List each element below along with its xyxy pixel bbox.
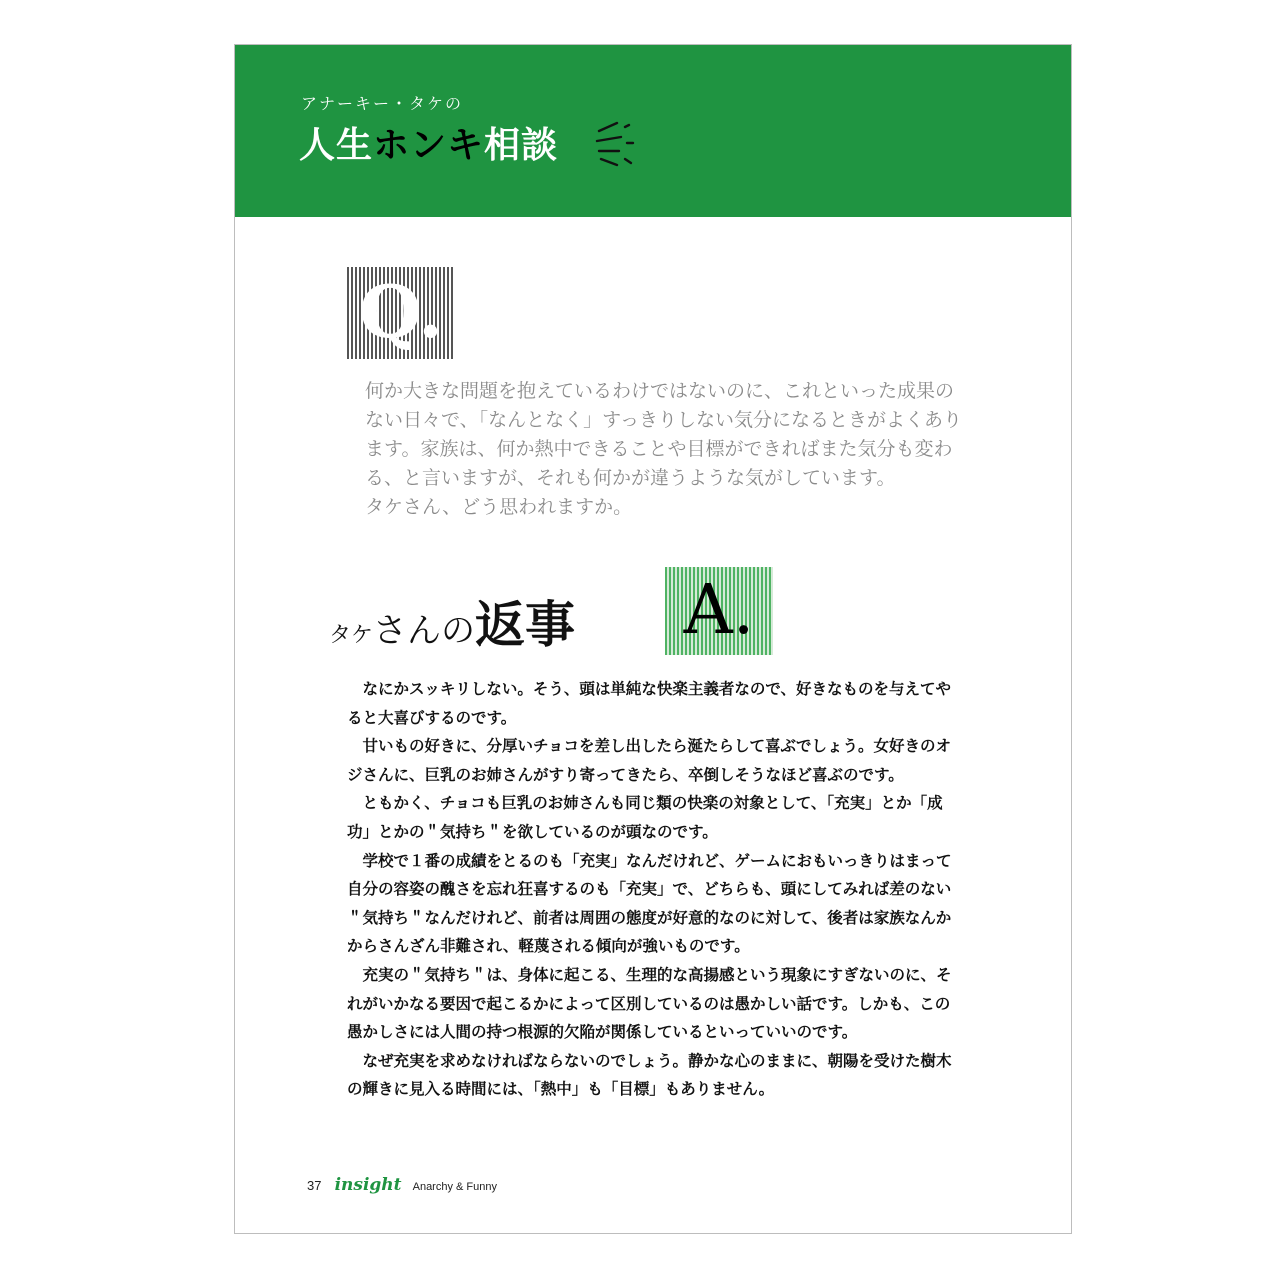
magazine-page <box>234 44 1072 1234</box>
answer-paragraph: 甘いもの好きに、分厚いチョコを差し出したら涎たらして喜ぶでしょう。女好きのオジさんに、巨乳のお姉さんがすり寄ってきたら、卒倒しそうなほど喜ぶのです。 <box>347 737 952 784</box>
header-title <box>299 117 558 168</box>
title-part-2: 相談 <box>484 125 559 166</box>
answer-text <box>347 675 965 1104</box>
title-part-1: 人生 <box>299 125 374 166</box>
answer-paragraph: 学校で１番の成績をとるのも「充実」なんだけれど、ゲームにおもいっきりはまって自分の容姿の醜さを忘れ狂喜するのも「充実」で、どちらも、頭にしてみれば差のない＂気持ち＂なんだけれど、前者は周囲の態度が好意的なのに対して、後者は家族なんかからさんざん非難され、軽蔑される傾向が強いものです。 <box>347 851 952 956</box>
reply-heading-mid: さんの <box>373 611 476 651</box>
reply-heading <box>329 585 575 657</box>
reply-heading-big: 返事 <box>475 595 576 654</box>
magazine-logo: insight <box>334 1175 402 1195</box>
page-number: 37 <box>307 1178 322 1193</box>
answer-paragraph: なぜ充実を求めなければならないのでしょう。静かな心のままに、朝陽を受けた樹木の輝きに見入る時間には、「熱中」も「目標」もありません。 <box>347 1051 952 1099</box>
question-text <box>365 377 965 522</box>
question-mark: Q. <box>358 269 444 354</box>
question-paragraph: 何か大きな問題を抱えているわけではないのに、これといった成果のない日々で、「なんとなく」すっきりしない気分になるときがよくあります。家族は、何か熱中できることや目標ができればまた気分も変わる、と言いますが、それも何かが違うような気がしています。 <box>365 380 962 489</box>
header-banner <box>235 45 1071 217</box>
title-emphasis: ホンキ <box>373 125 485 166</box>
answer-mark: A. <box>683 571 755 650</box>
answer-mark-box <box>665 567 773 655</box>
question-paragraph: タケさん、どう思われますか。 <box>365 496 633 518</box>
question-mark-box <box>347 267 455 359</box>
page-footer <box>307 1175 497 1195</box>
magazine-tagline: Anarchy & Funny <box>412 1181 497 1193</box>
header-subtitle: アナーキー・タケの <box>301 94 464 113</box>
speed-lines-icon <box>591 117 641 169</box>
answer-paragraph: 充実の＂気持ち＂は、身体に起こる、生理的な高揚感という現象にすぎないのに、それがいかなる要因で起こるかによって区別しているのは愚かしい話です。しかも、この愚かしさには人間の持つ根源的欠陥が関係しているといっていいのです。 <box>347 965 952 1042</box>
reply-heading-small: タケ <box>329 623 374 648</box>
answer-paragraph: ともかく、チョコも巨乳のお姉さんも同じ類の快楽の対象として、「充実」とか「成功」とかの＂気持ち＂を欲しているのが頭なのです。 <box>347 794 943 841</box>
answer-paragraph: なにかスッキリしない。そう、頭は単純な快楽主義者なので、好きなものを与えてやると大喜びするのです。 <box>347 680 952 727</box>
